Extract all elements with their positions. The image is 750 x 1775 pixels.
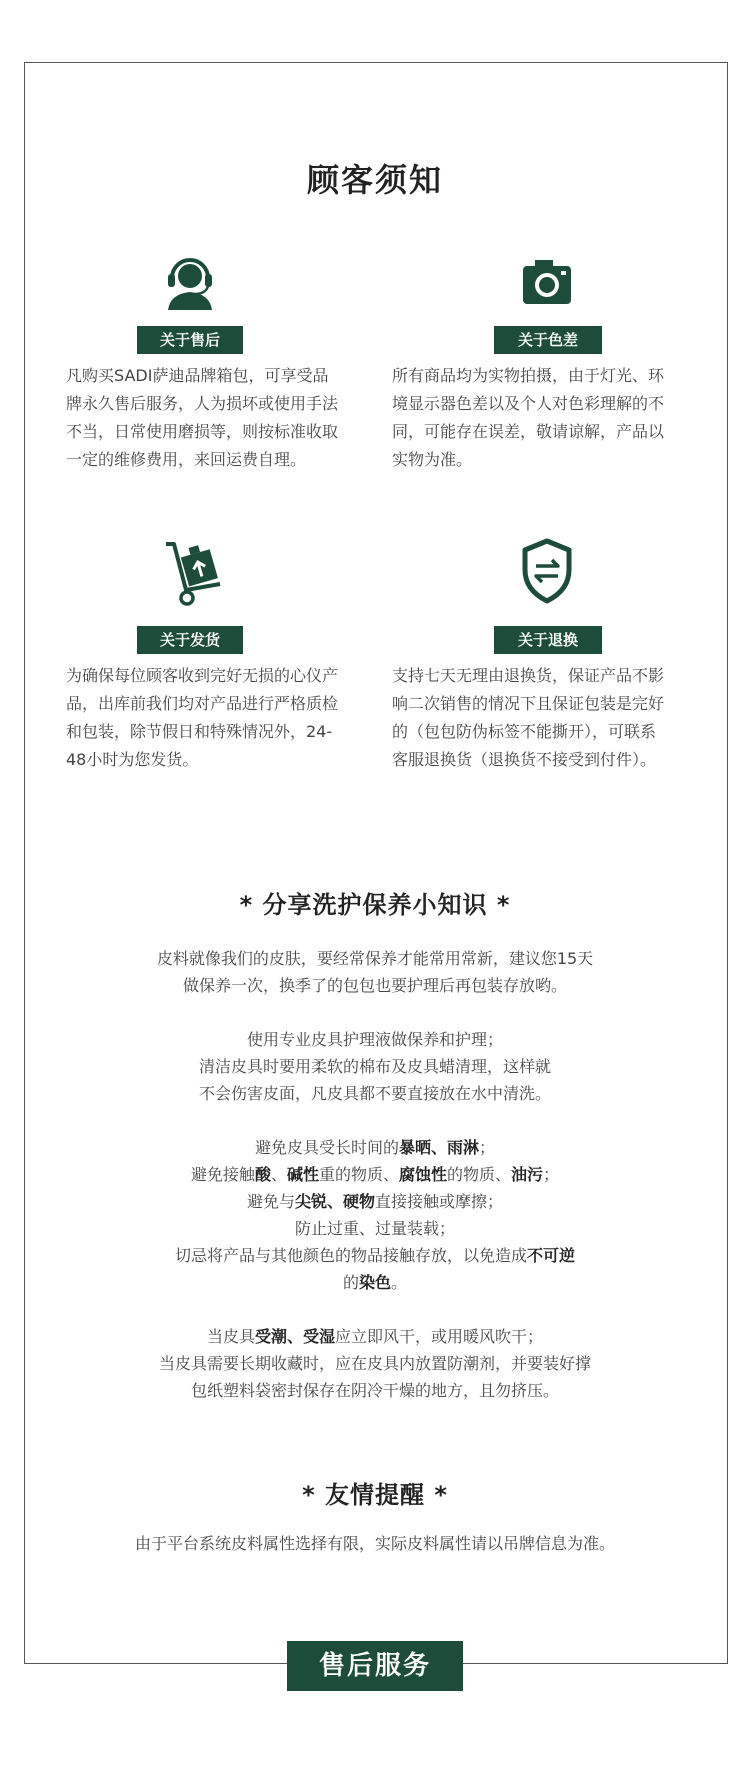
headset-icon: [164, 254, 216, 310]
after-sales-service-tab: 售后服务: [287, 1641, 463, 1691]
hand-truck-icon: [162, 540, 224, 606]
tag-after-sales: 关于售后: [137, 326, 243, 354]
tag-shipping: 关于发货: [137, 626, 243, 654]
shield-exchange-icon: [522, 538, 572, 604]
reminder-text: 由于平台系统皮料属性选择有限，实际皮料属性请以吊牌信息为准。: [134, 1534, 615, 1553]
tag-returns: 关于退换: [494, 626, 602, 654]
notice-shipping-text: 为确保每位顾客收到完好无损的心仪产 品，出库前我们均对产品进行严格质检 和包装，除节假日和特殊情况外，24- 48小时为您发货。: [66, 666, 339, 769]
page-title: 顾客须知: [306, 161, 443, 199]
notice-color-difference-text: 所有商品均为实物拍摄，由于灯光、环 境显示器色差以及个人对色彩理解的不 同，可能存在误差，敬请谅解，产品以 实物为准。: [392, 366, 665, 469]
notice-after-sales-text: 凡购买SADI萨迪品牌箱包，可享受品 牌永久售后服务，人为损坏或使用手法 不当，日常使用磨损等，则按标准收取 一定的维修费用，来回运费自理。: [66, 366, 339, 469]
notice-returns-text: 支持七天无理由退换货，保证产品不影 响二次销售的情况下且保证包装是完好 的（包包防伪标签不能撕开），可联系 客服退换货（退换货不接受到付件）。: [392, 666, 665, 769]
camera-icon: [521, 258, 573, 306]
reminder-title: * 友情提醒 *: [302, 1481, 448, 1509]
tag-color-difference: 关于色差: [494, 326, 602, 354]
care-section-title: * 分享洗护保养小知识 *: [239, 891, 511, 919]
care-text: 皮料就像我们的皮肤，要经常保养才能常用常新，建议您15天 做保养一次，换季了的包包也要护理后再包装存放哟。 使用专业皮具护理液做保养和护理； 清洁皮具时要用柔软的棉布及皮具蜡清理，这样就 不会伤害皮面，凡皮具都不要直接放在水中清洗。 避免皮具受长时间的暴晒、雨淋； 避免接触酸、碱性重的物质、腐蚀性的物质、油污； 避免与尖锐、硬物直接接触或摩擦； 防止过重、过量装载； 切忌将产品与其他颜色的物品接触存放，以免造成不可逆 的染色。 当皮具受潮、受湿应立即风干，或用暖风吹干； 当皮具需要长期收藏时，应在皮具内放置防潮剂，并要装好撑 包纸塑料袋密封保存在阴冷干燥的地方，且勿挤压。: [156, 949, 594, 1400]
content-frame: [24, 62, 728, 1664]
